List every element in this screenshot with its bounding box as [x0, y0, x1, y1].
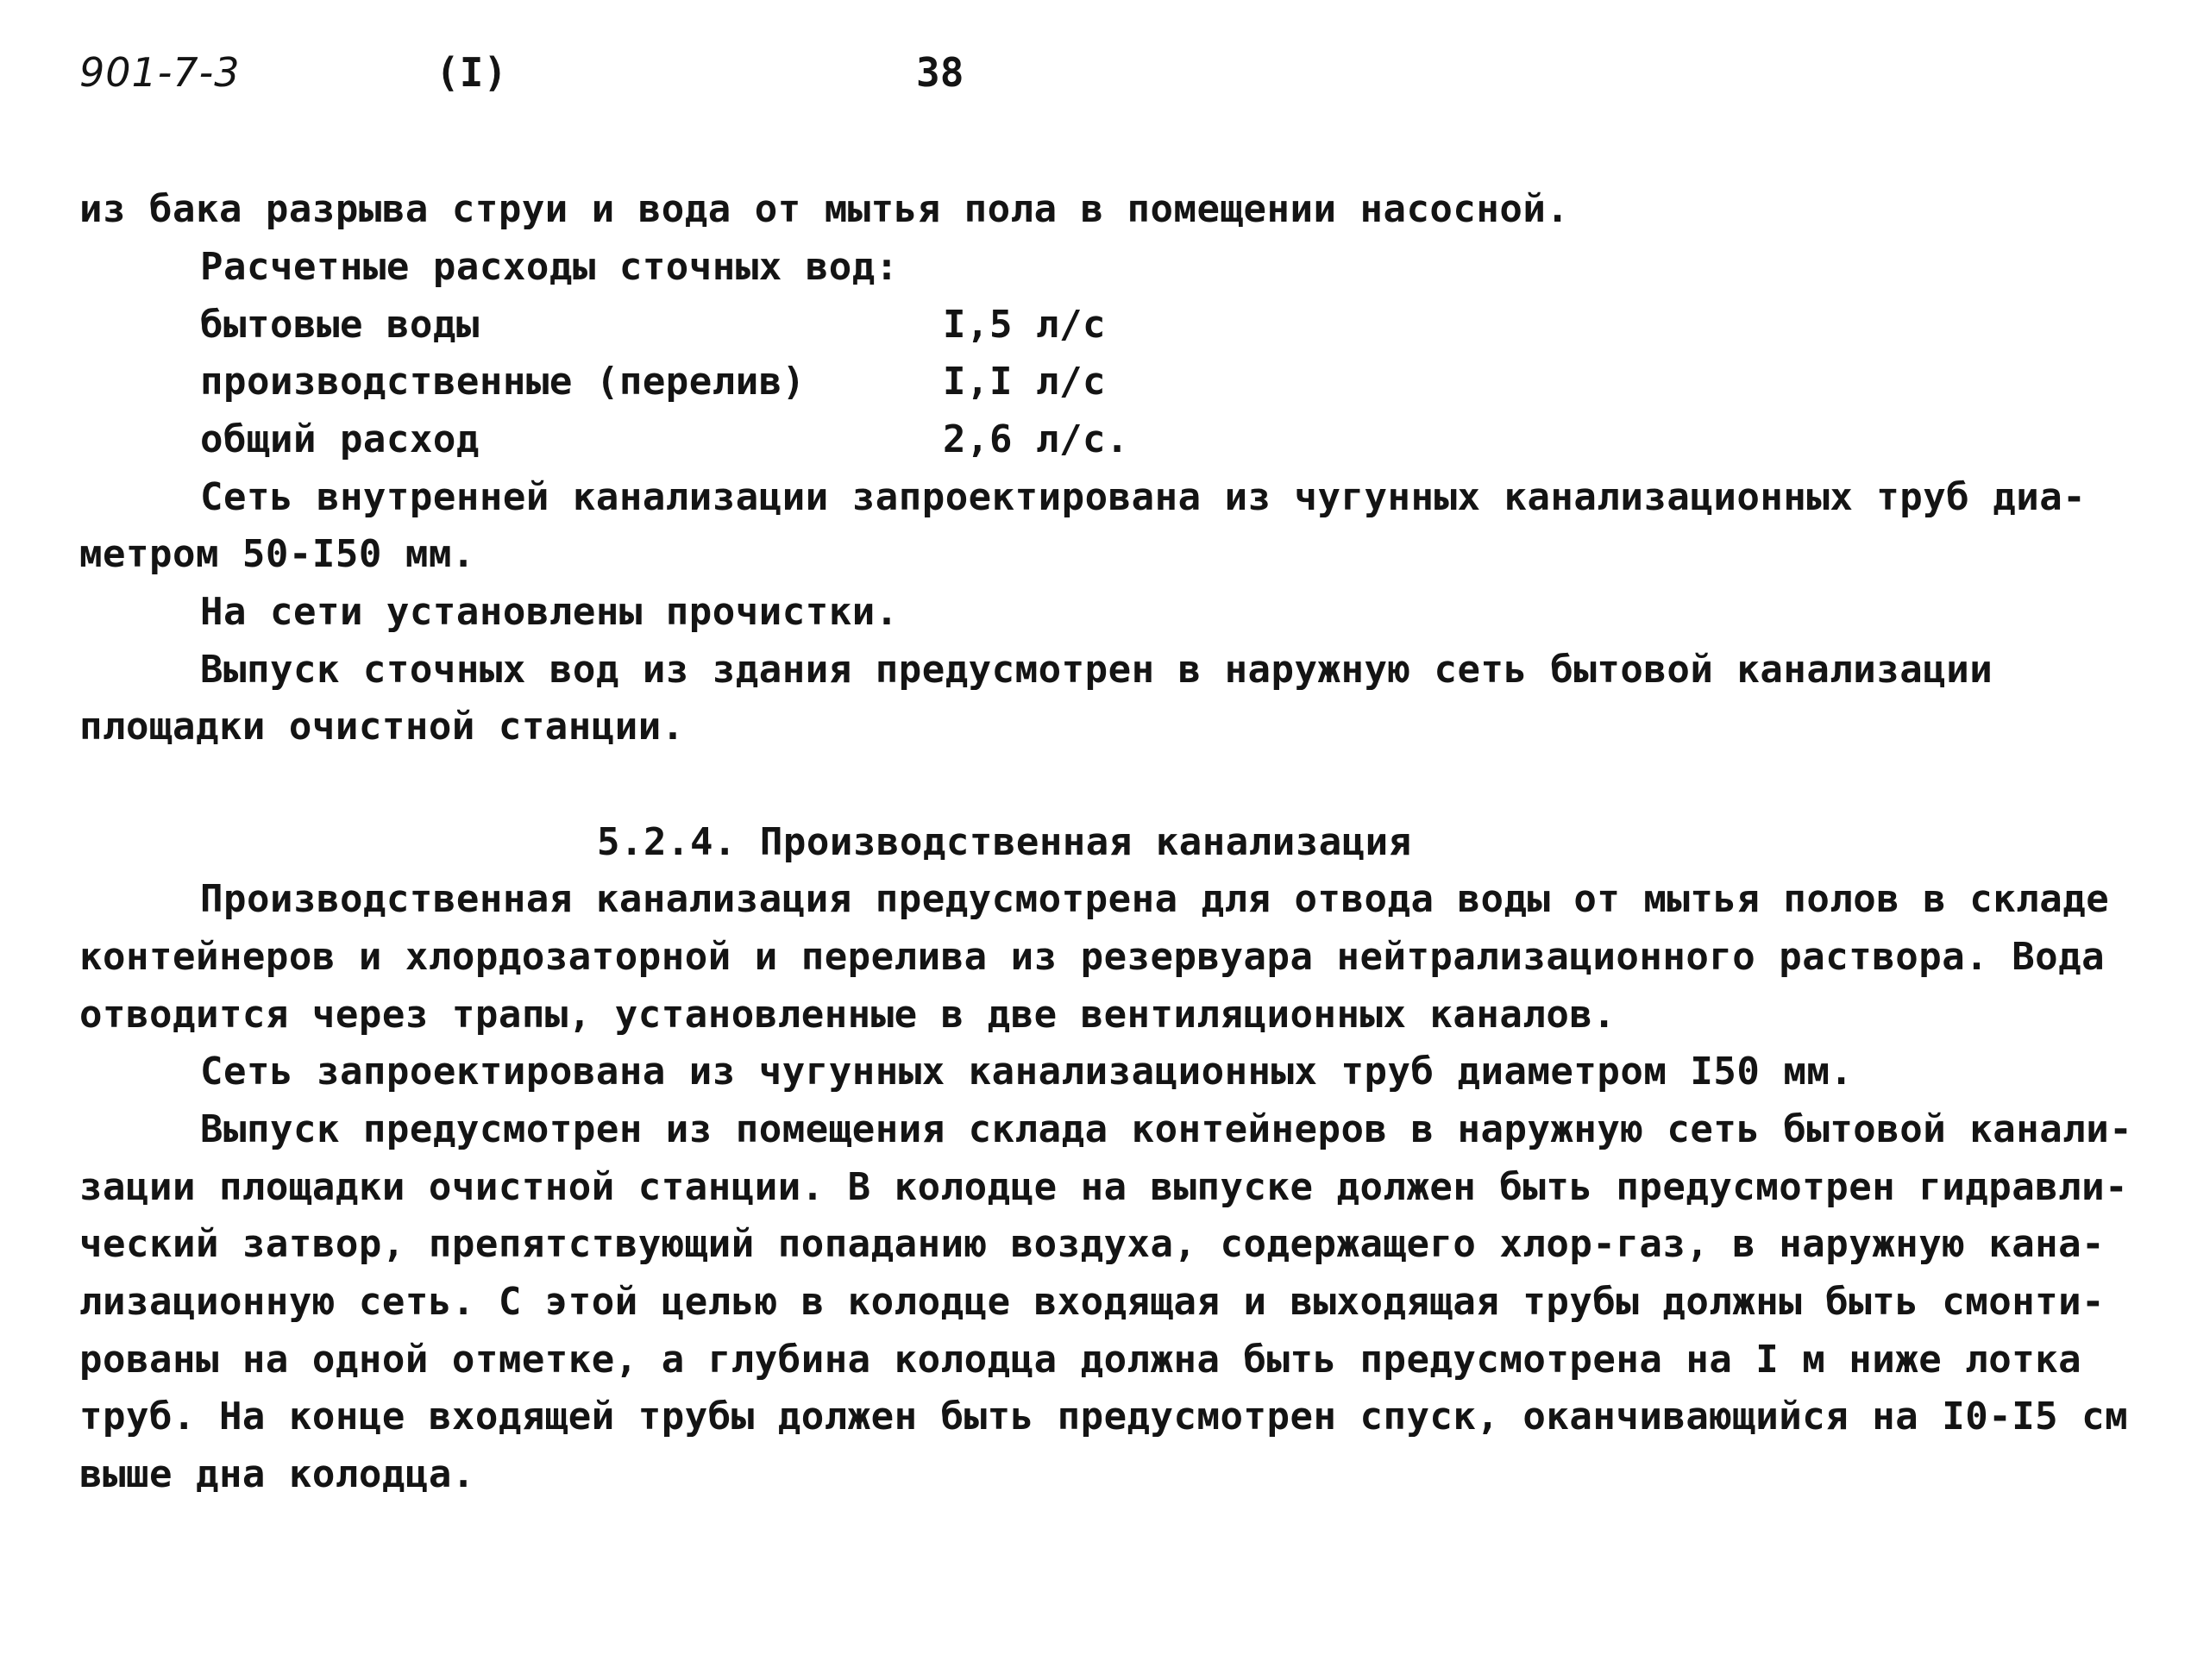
text-line: контейнеров и хлордозаторной и перелива из резервуара нейтрализационного раствора. Вода [79, 935, 2106, 979]
flow-value: 2,6 л/с. [943, 417, 1129, 461]
text-line: Сеть запроектирована из чугунных канализационных труб диаметром I50 мм. [200, 1050, 1854, 1094]
text-line: ческий затвор, препятствующий попаданию воздуха, содержащего хлор-газ, в наружную кана- [79, 1222, 2106, 1266]
flow-label: общий расход [200, 417, 480, 461]
document-code: 901-7-3 [79, 49, 241, 96]
text-line: Сеть внутренней канализации запроектирована из чугунных канализационных труб диа- [200, 475, 2087, 519]
flow-value: I,5 л/с [943, 303, 1106, 347]
text-line: рованы на одной отметке, а глубина колодца должна быть предусмотрена на I м ниже лотка [79, 1338, 2082, 1382]
flow-value: I,I л/с [943, 360, 1106, 404]
text-line: из бака разрыва струи и вода от мытья пола в помещении насосной. [79, 187, 1570, 231]
text-line: площадки очистной станции. [79, 705, 685, 749]
text-line: труб. На конце входящей трубы должен быть предусмотрен спуск, оканчивающийся на I0-I5 см [79, 1395, 2129, 1439]
text-line: Выпуск предусмотрен из помещения склада контейнеров в наружную сеть бытовой канали- [200, 1107, 2133, 1151]
text-line: отводится через трапы, установленные в две вентиляционных каналов. [79, 993, 1617, 1037]
text-line: На сети установлены прочистки. [200, 590, 899, 634]
text-line: Расчетные расходы сточных вод: [200, 245, 899, 289]
text-line: зации площадки очистной станции. В колодце на выпуске должен быть предусмотрен гидравли- [79, 1165, 2129, 1209]
section-title: 5.2.4. Производственная канализация [597, 820, 1412, 864]
text-line: выше дна колодца. [79, 1452, 475, 1496]
text-line: метром 50-I50 мм. [79, 532, 475, 576]
text-line: Производственная канализация предусмотрена для отвода воды от мытья полов в складе [200, 877, 2110, 921]
part-number: (I) [436, 49, 508, 96]
text-line: Выпуск сточных вод из здания предусмотрен в наружную сеть бытовой канализации [200, 648, 1993, 692]
text-line: лизационную сеть. С этой целью в колодце входящая и выходящая трубы должны быть смонти- [79, 1280, 2106, 1324]
page-number: 38 [916, 49, 964, 96]
flow-label: производственные (перелив) [200, 360, 806, 404]
flow-label: бытовые воды [200, 303, 480, 347]
